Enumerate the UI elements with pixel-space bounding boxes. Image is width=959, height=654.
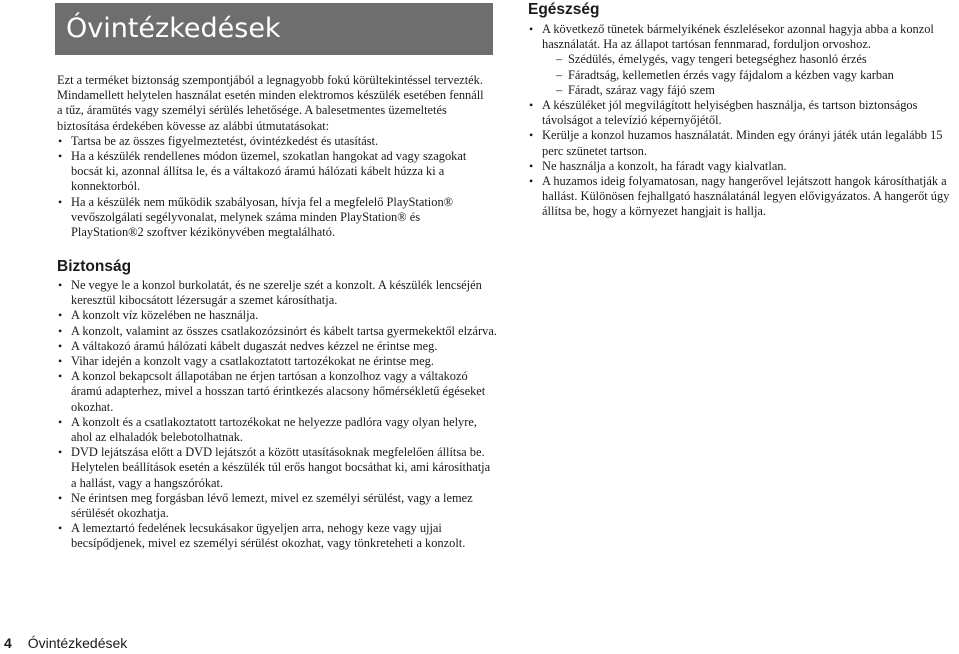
- health-bullet: • A huzamos ideig folyamatosan, nagy hangerővel lejátszott hangok károsíthatják a hallást. Különösen fejhallgató használatánál legyen elővigyázatos. A hangerőt úgy állítsa be, hogy a környezet hangjait is hallja.: [528, 174, 956, 220]
- symptom-item: – Fáradtság, kellemetlen érzés vagy fájdalom a kézben vagy karban: [556, 68, 956, 83]
- page-title: Óvintézkedések: [55, 3, 493, 55]
- intro-list: [57, 134, 492, 240]
- safety-bullet: • A konzolt és a csatlakoztatott tartozékokat ne helyezze padlóra vagy olyan helyre, ahol az elhaladók belebotolhatnak.: [57, 415, 497, 445]
- safety-list: [57, 278, 497, 552]
- health-section: [528, 22, 956, 220]
- safety-section: [57, 278, 497, 552]
- health-bullet-text: A következő tünetek bármelyikének észlelésekor azonnal hagyja abba a konzol használatát. Ha az állapot tartósan fennmarad, forduljon orvoshoz.: [542, 22, 934, 52]
- symptom-list: [542, 52, 956, 98]
- health-bullet: • Ne használja a konzolt, ha fáradt vagy kialvatlan.: [528, 159, 956, 174]
- safety-bullet: • A konzol bekapcsolt állapotában ne érjen tartósan a konzolhoz vagy a váltakozó áramú adapterhez, mivel a hosszan tartó érintkezés alacsony hőmérsékletű égéseket okozhat.: [57, 369, 497, 415]
- health-heading: Egészség: [528, 1, 600, 18]
- health-bullet: • A készüléket jól megvilágított helyiségben használja, és tartson biztonságos távolságot a televízió képernyőjétől.: [528, 98, 956, 128]
- intro-paragraph: Ezt a terméket biztonság szempontjából a legnagyobb fokú körültekintéssel tervezték. Mindamellett helytelen használat esetén minden elektromos készülék esetében fennáll a tűz, áramütés vagy személyi sérülés lehetősége. A balesetmentes üzemeltetés biztosítása érdekében kövesse az alábbi útmutatásokat:: [57, 73, 484, 133]
- safety-bullet: • A konzolt, valamint az összes csatlakozózsinórt és kábelt tartsa gyermekektől elzárva.: [57, 324, 497, 339]
- safety-bullet: • Ne vegye le a konzol burkolatát, és ne szerelje szét a konzolt. A készülék lencséjén keresztül kibocsátott lézersugár a szemet károsíthatja.: [57, 278, 497, 308]
- safety-bullet: • Ne érintsen meg forgásban lévő lemezt, mivel ez személyi sérülést, vagy a lemez sérülését okozhatja.: [57, 491, 497, 521]
- page-footer: [4, 635, 127, 651]
- page-number: 4: [4, 635, 12, 651]
- health-list: [528, 22, 956, 220]
- intro-section: [57, 73, 492, 240]
- health-bullet: [528, 22, 956, 98]
- safety-bullet: • A lemeztartó fedelének lecsukásakor ügyeljen arra, nehogy keze vagy ujjai becsípődjenek, mivel ez személyi sérülést okozhat, vagy tönkreteheti a konzolt.: [57, 521, 497, 551]
- symptom-item: – Fáradt, száraz vagy fájó szem: [556, 83, 956, 98]
- intro-bullet: • Ha a készülék rendellenes módon üzemel, szokatlan hangokat ad vagy szagokat bocsát ki, azonnal állítsa le, és a váltakozó áramú hálózati kábelt húzza ki a konnektorból.: [57, 149, 492, 195]
- safety-bullet: • DVD lejátszása előtt a DVD lejátszót a között utasításoknak megfelelően állítsa be. Helytelen beállítások esetén a készülék túl erős hangot bocsáthat ki, ami károsíthatja a hallást, vagy a hangszórókat.: [57, 445, 497, 491]
- health-bullet: • Kerülje a konzol huzamos használatát. Minden egy órányi játék után legalább 15 perc szünetet tartson.: [528, 128, 956, 158]
- safety-heading: Biztonság: [57, 258, 132, 275]
- intro-bullet: • Tartsa be az összes figyelmeztetést, óvintézkedést és utasítást.: [57, 134, 492, 149]
- safety-bullet: • A váltakozó áramú hálózati kábelt dugaszát nedves kézzel ne érintse meg.: [57, 339, 497, 354]
- symptom-item: – Szédülés, émelygés, vagy tengeri betegséghez hasonló érzés: [556, 52, 956, 67]
- safety-bullet: • Vihar idején a konzolt vagy a csatlakoztatott tartozékokat ne érintse meg.: [57, 354, 497, 369]
- footer-section-name: Óvintézkedések: [27, 635, 128, 651]
- intro-bullet: • Ha a készülék nem működik szabályosan, hívja fel a megfelelő PlayStation® vevőszolgálati segélyvonalat, melynek száma minden PlayStation® és PlayStation®2 szoftver kézikönyvében megtalálható.: [57, 195, 492, 241]
- safety-bullet: • A konzolt víz közelében ne használja.: [57, 308, 497, 323]
